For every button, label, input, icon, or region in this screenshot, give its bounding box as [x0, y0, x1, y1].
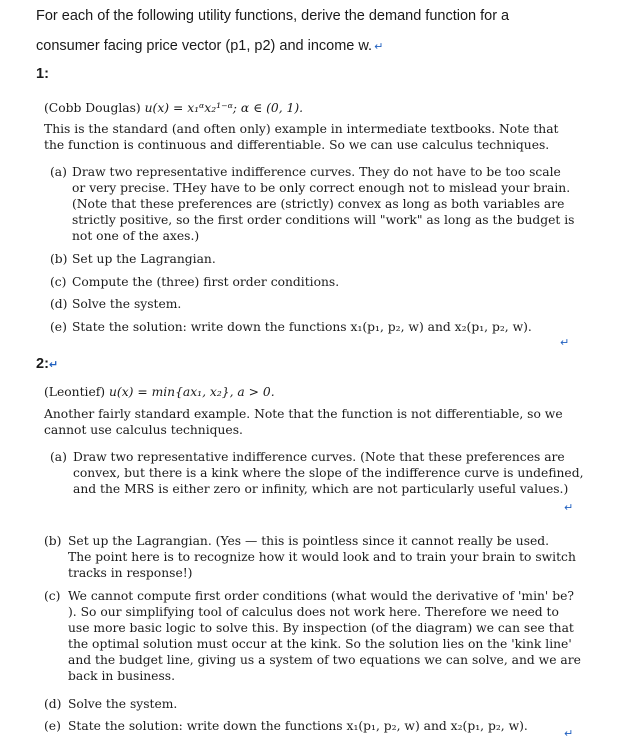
- return-mark-icon: ↵: [48, 358, 59, 371]
- problem-1-part-a-label: (a): [50, 165, 67, 179]
- statement-formula: u(x) = min{ax₁, x₂}, a > 0.: [109, 385, 275, 399]
- problem-2-note-line-1: Another fairly standard example. Note that the function is not differentiable, so we: [44, 407, 563, 421]
- problem-1-note-line-1: This is the standard (and often only) example in intermediate textbooks. Note that: [44, 122, 559, 136]
- problem-2-part-c-label: (c): [44, 589, 61, 603]
- problem-1-part-b-line: Set up the Lagrangian.: [72, 252, 216, 266]
- problem-1-part-e-label: (e): [50, 320, 67, 334]
- statement-name: (Cobb Douglas): [44, 101, 141, 115]
- problem-1-statement: [44, 101, 303, 117]
- problem-2-part-c-line: use more basic logic to solve this. By inspection (of the diagram) we can see that: [68, 621, 574, 635]
- problem-2-heading-text: 2:: [36, 356, 49, 372]
- problem-2-note-line-2: cannot use calculus techniques.: [44, 423, 243, 437]
- problem-2-part-d-line: Solve the system.: [68, 697, 178, 711]
- problem-2-part-a-line: and the MRS is either zero or infinity, which are not particularly useful values.): [73, 482, 569, 496]
- problem-2-part-c-line: back in business.: [68, 669, 175, 683]
- problem-1-part-a-line: (Note that these preferences are (strictly) convex as long as both variables are: [72, 197, 565, 211]
- problem-2-part-b-line: Set up the Lagrangian. (Yes — this is pointless since it cannot really be used.: [68, 534, 550, 548]
- problem-2-part-a-line: Draw two representative indifference curves. (Note that these preferences are: [73, 450, 565, 464]
- problem-2-part-c-line: the optimal solution must occur at the kink. So the solution lies on the 'kink line': [68, 637, 572, 651]
- problem-2-part-a-line: convex, but there is a kink where the slope of the indifference curve is undefined,: [73, 466, 584, 480]
- problem-1-part-a-line: strictly positive, so the first order conditions will "work" as long as the budget is: [72, 213, 575, 227]
- problem-2-part-e-line: State the solution: write down the functions x₁(p₁, p₂, w) and x₂(p₁, p₂, w).: [68, 719, 528, 733]
- statement-name: (Leontief): [44, 385, 106, 399]
- problem-2-part-c-line: ). So our simplifying tool of calculus does not work here. Therefore we need to: [68, 605, 559, 619]
- problem-1-part-b-label: (b): [50, 252, 68, 266]
- problem-1-part-d-label: (d): [50, 297, 68, 311]
- problem-2-part-e-label: (e): [44, 719, 61, 733]
- problem-2-part-c-line: and the budget line, giving us a system of two equations we can solve, and we are: [68, 653, 581, 667]
- problem-1-part-a-line: or very precise. THey have to be only correct enough not to mislead your brain.: [72, 181, 571, 195]
- problem-2-part-a-label: (a): [50, 450, 67, 464]
- return-mark-icon: ↵: [564, 727, 574, 740]
- problem-1-heading: 1:: [36, 66, 49, 82]
- problem-1-part-c-label: (c): [50, 275, 67, 289]
- problem-1-part-e-line: State the solution: write down the functions x₁(p₁, p₂, w) and x₂(p₁, p₂, w).: [72, 320, 532, 334]
- problem-2-part-b-line: tracks in response!): [68, 566, 193, 580]
- problem-2-part-b-label: (b): [44, 534, 62, 548]
- return-mark-icon: ↵: [560, 336, 570, 349]
- problem-2-part-c-line: We cannot compute first order conditions (what would the derivative of 'min' be?: [68, 589, 574, 603]
- intro-line-2: [36, 38, 383, 54]
- problem-1-part-d-line: Solve the system.: [72, 297, 182, 311]
- problem-2-part-b-line: The point here is to recognize how it would look and to train your brain to switch: [68, 550, 576, 564]
- intro-line-2-text: consumer facing price vector (p1, p2) and income w.: [36, 38, 373, 54]
- return-mark-icon: ↵: [564, 501, 574, 514]
- problem-1-part-c-line: Compute the (three) first order conditions.: [72, 275, 340, 289]
- problem-2-statement: [44, 385, 275, 401]
- problem-1-part-a-line: not one of the axes.): [72, 229, 200, 243]
- statement-formula: u(x) = x₁ᵅx₂¹⁻ᵅ; α ∈ (0, 1).: [144, 101, 304, 115]
- problem-1-part-a-line: Draw two representative indifference curves. They do not have to be too scale: [72, 165, 561, 179]
- return-mark-icon: ↵: [374, 40, 384, 53]
- intro-line-1: For each of the following utility functions, derive the demand function for a: [36, 8, 510, 24]
- problem-2-heading: [36, 356, 58, 372]
- problem-2-part-d-label: (d): [44, 697, 62, 711]
- problem-1-note-line-2: the function is continuous and differentiable. So we can use calculus techniques.: [44, 138, 550, 152]
